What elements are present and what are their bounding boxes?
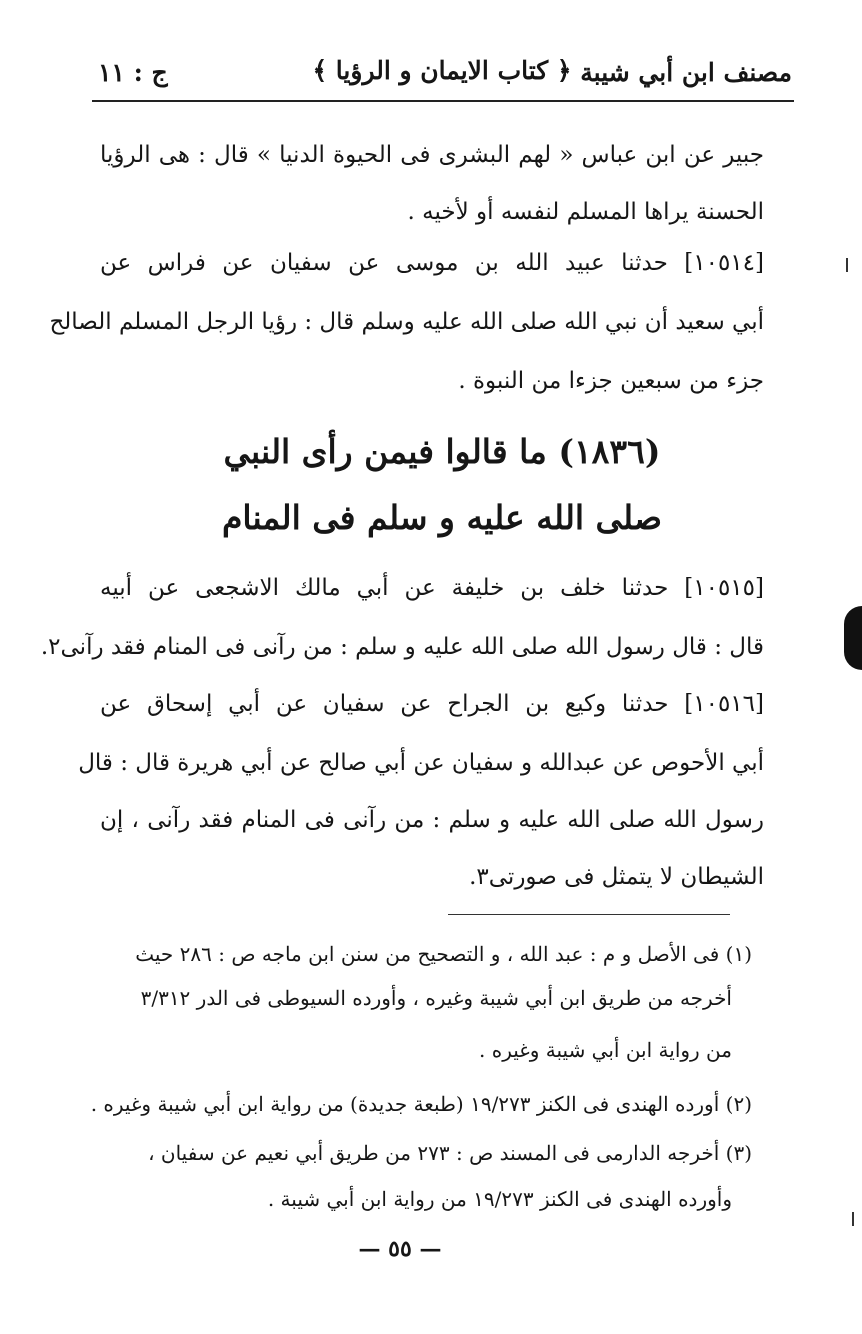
volume-number: ج : ١١ bbox=[98, 58, 168, 87]
footnote-3: (٣) أخرجه الدارمى فى المسند ص : ٢٧٣ من طريق أبي نعيم عن سفيان ، bbox=[148, 1141, 752, 1165]
text-line: قال : قال رسول الله صلى الله عليه و سلم : من رآنى فى المنام فقد رآنى٢. bbox=[40, 634, 764, 660]
footnote-1-continued: أخرجه من طريق ابن أبي شيبة وغيره ، وأورده السيوطى فى الدر ٣/٣١٢ bbox=[140, 986, 732, 1010]
text-line: جزء من سبعين جزءا من النبوة . bbox=[458, 368, 764, 394]
footnote-1: (١) فى الأصل و م : عبد الله ، و التصحيح من سنن ابن ماجه ص : ٢٨٦ حيث bbox=[135, 942, 752, 966]
chapter-heading: (١٨٣٦) ما قالوا فيمن رأى النبي bbox=[223, 432, 661, 471]
text-line: أبي الأحوص عن عبدالله و سفيان عن أبي صالح عن أبي هريرة قال : قال bbox=[78, 750, 764, 776]
book-title: مصنف ابن أبي شيبة bbox=[580, 58, 792, 87]
edge-mark bbox=[852, 1212, 854, 1226]
footnote-2: (٢) أورده الهندى فى الكنز ١٩/٢٧٣ (طبعة جديدة) من رواية ابن أبي شيبة وغيره . bbox=[90, 1092, 752, 1116]
footnote-1-continued: من رواية ابن أبي شيبة وغيره . bbox=[479, 1038, 732, 1062]
hadith-10516-line: [١٠٥١٦] حدثنا وكيع بن الجراح عن سفيان عن أبي إسحاق عن bbox=[100, 691, 764, 717]
ink-blot bbox=[844, 606, 862, 670]
text-line: أبي سعيد أن نبي الله صلى الله عليه وسلم قال : رؤيا الرجل المسلم الصالح bbox=[49, 309, 764, 335]
header-rule bbox=[92, 100, 794, 102]
footnote-rule bbox=[448, 914, 730, 915]
text-line: الحسنة يراها المسلم لنفسه أو لأخيه . bbox=[407, 199, 764, 225]
footnote-3-continued: وأورده الهندى فى الكنز ١٩/٢٧٣ من رواية ابن أبي شيبة . bbox=[267, 1187, 732, 1211]
text-line: الشيطان لا يتمثل فى صورتى٣. bbox=[469, 864, 764, 890]
running-header bbox=[92, 52, 792, 96]
chapter-heading-continued: صلى الله عليه و سلم فى المنام bbox=[222, 498, 662, 537]
text-line: رسول الله صلى الله عليه و سلم : من رآنى فى المنام فقد رآنى ، إن bbox=[100, 807, 764, 833]
hadith-10515-line: [١٠٥١٥] حدثنا خلف بن خليفة عن أبي مالك الاشجعى عن أبيه bbox=[100, 575, 764, 601]
section-title: ﴿ كتاب الايمان و الرؤيا ﴾ bbox=[312, 56, 572, 85]
hadith-10514-line: [١٠٥١٤] حدثنا عبيد الله بن موسى عن سفيان عن فراس عن bbox=[100, 250, 764, 276]
page-number: — ٥٥ — bbox=[358, 1236, 442, 1262]
edge-mark bbox=[846, 258, 848, 272]
text-line: جبير عن ابن عباس « لهم البشرى فى الحيوة الدنيا » قال : هى الرؤيا bbox=[100, 142, 764, 168]
